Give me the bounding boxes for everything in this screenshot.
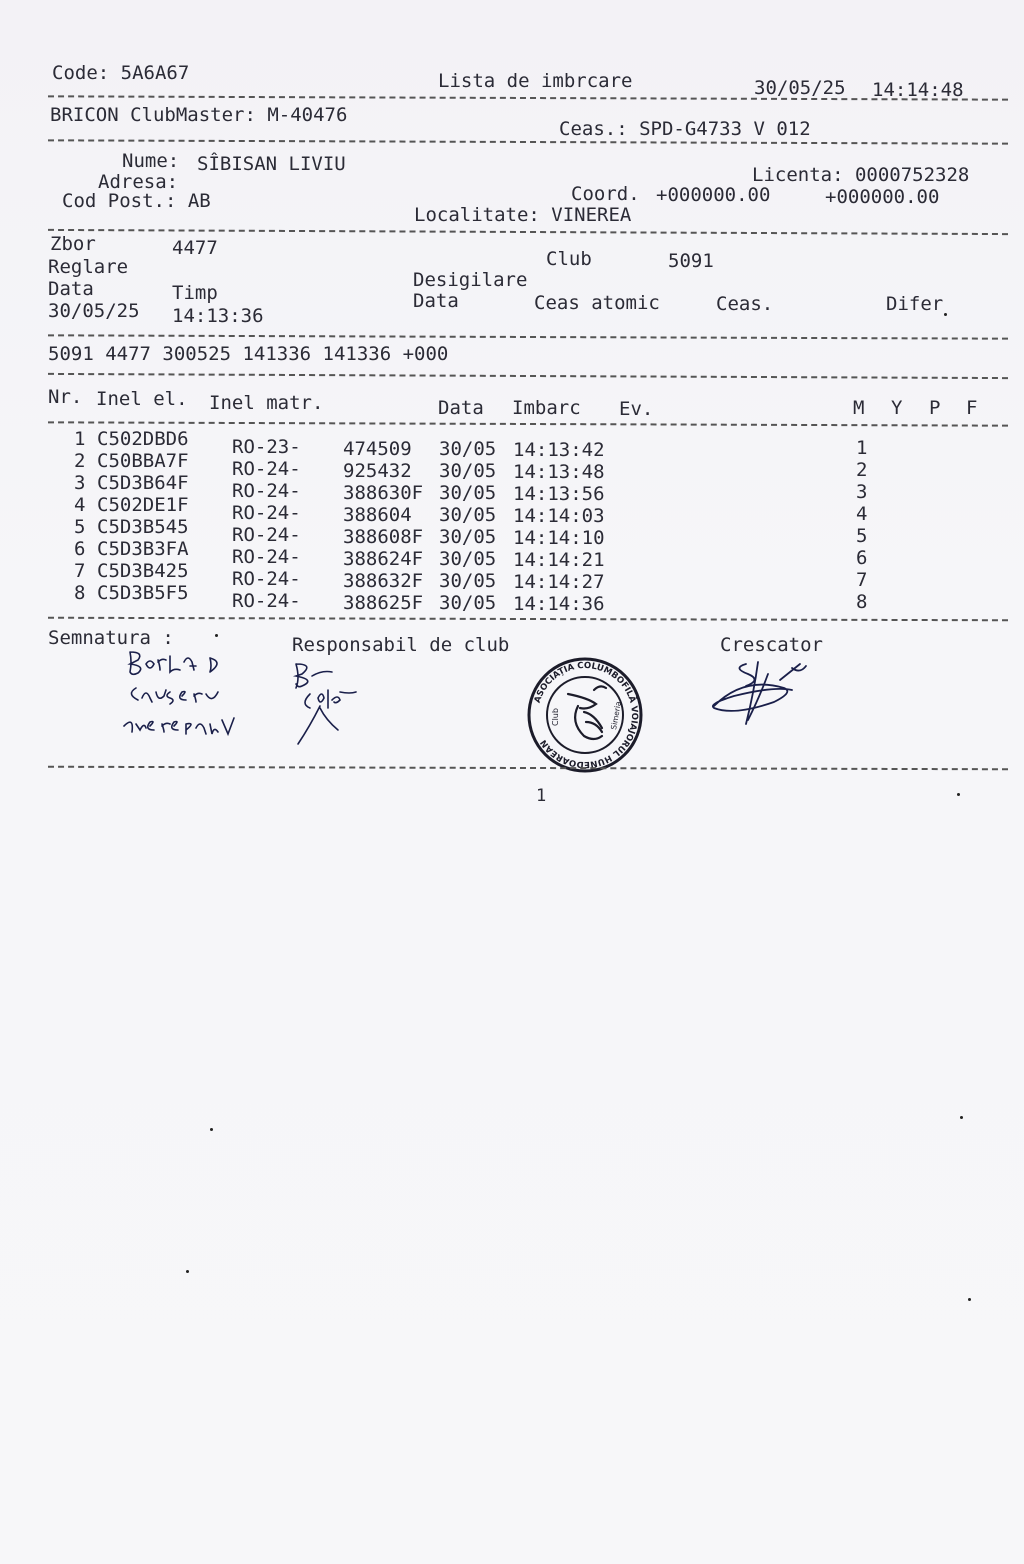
desigilare-data-label: Data bbox=[413, 290, 459, 312]
speck bbox=[957, 793, 960, 796]
col-imbarc: Imbarc bbox=[512, 397, 581, 419]
svg-text:Club: Club bbox=[551, 708, 560, 726]
coord-label: Coord. bbox=[571, 183, 640, 205]
breeder-signature bbox=[706, 658, 816, 738]
signature-label: Semnatura : bbox=[48, 627, 174, 649]
col-data: Data bbox=[438, 397, 484, 419]
speck bbox=[186, 1270, 189, 1273]
col-f: F bbox=[966, 397, 978, 419]
table-row: 5 C5D3B545 RO-24- 388608F 30/05 14:14:10 5 bbox=[74, 516, 868, 549]
club-label: Club bbox=[546, 248, 592, 270]
table-row: 4 C502DE1F RO-24- 388604 30/05 14:14:03 4 bbox=[74, 494, 868, 527]
col-m: M bbox=[853, 397, 865, 419]
owner-name: SÎBISAN LIVIU bbox=[197, 153, 346, 175]
coord-x: +000000.00 bbox=[656, 184, 771, 206]
table-row: 1 C502DBD6 RO-23- 474509 30/05 14:13:42 1 bbox=[74, 428, 868, 461]
col-nr: Nr. bbox=[48, 386, 83, 408]
table-row: 6 C5D3B3FA RO-24- 388624F 30/05 14:14:21 6 bbox=[74, 538, 868, 571]
license-number: Licenta: 0000752328 bbox=[752, 164, 970, 186]
reglare-date: 30/05/25 bbox=[48, 300, 140, 322]
col-inel-el: Inel el. bbox=[96, 388, 188, 410]
table-row: 7 C5D3B425 RO-24- 388632F 30/05 14:14:27 7 bbox=[74, 560, 868, 593]
clubmaster-id: BRICON ClubMaster: M-40476 bbox=[50, 104, 348, 126]
page-number: 1 bbox=[536, 786, 547, 806]
col-inel-matr: Inel matr. bbox=[209, 392, 324, 414]
col-ev: Ev. bbox=[619, 398, 654, 420]
difference-label: Difer bbox=[886, 293, 944, 315]
table-row: 2 C50BBA7F RO-24- 925432 30/05 14:13:48 2 bbox=[74, 450, 868, 483]
coord-y: +000000.00 bbox=[825, 186, 940, 208]
col-y: Y bbox=[891, 397, 903, 419]
table-row: 3 C5D3B64F RO-24- 388630F 30/05 14:13:56 3 bbox=[74, 472, 868, 505]
speck bbox=[960, 1116, 963, 1119]
print-date: 30/05/25 bbox=[754, 77, 846, 99]
summary-line: 5091 4477 300525 141336 141336 +000 bbox=[48, 343, 449, 365]
locality: Localitate: VINEREA bbox=[414, 204, 632, 226]
svg-text:ASOCIAȚIA COLUMBOFILĂ VOIAJORU: ASOCIAȚIA COLUMBOFILĂ VOIAJORUL HUNEDOAREAN bbox=[532, 660, 640, 770]
table-row: 8 C5D3B5F5 RO-24- 388625F 30/05 14:14:36 8 bbox=[74, 582, 868, 615]
time-label: Timp bbox=[172, 282, 218, 304]
data-label: Data bbox=[48, 278, 94, 300]
clock-label: Ceas. bbox=[716, 293, 774, 315]
club-responsible-label: Responsabil de club bbox=[292, 634, 510, 656]
reglare-time: 14:13:36 bbox=[172, 305, 264, 327]
name-label: Nume: bbox=[122, 150, 180, 172]
document-title: Lista de imbrcare bbox=[438, 70, 633, 92]
svg-text:Simeria: Simeria bbox=[609, 700, 623, 731]
speck bbox=[215, 634, 218, 637]
club-number: 5091 bbox=[668, 250, 714, 272]
reglare-label: Reglare bbox=[48, 256, 129, 278]
atomic-clock-label: Ceas atomic bbox=[534, 292, 660, 314]
club-responsible-signature bbox=[290, 654, 370, 750]
speck bbox=[968, 1298, 971, 1301]
breeder-label: Crescator bbox=[720, 634, 823, 656]
flight-number: 4477 bbox=[172, 237, 218, 259]
speck bbox=[210, 1128, 213, 1131]
desigilare-label: Desigilare bbox=[413, 269, 528, 291]
club-stamp bbox=[524, 654, 646, 776]
flight-label: Zbor bbox=[50, 233, 96, 255]
document-code: Code: 5A6A67 bbox=[52, 62, 190, 84]
speck bbox=[944, 313, 947, 316]
print-time: 14:14:48 bbox=[872, 79, 964, 101]
clock-id: Ceas.: SPD-G4733 V 012 bbox=[559, 118, 811, 140]
postal-code: Cod Post.: AB bbox=[62, 190, 211, 212]
address-label: Adresa: bbox=[98, 171, 179, 193]
handwritten-names bbox=[110, 640, 270, 750]
col-p: P bbox=[929, 397, 941, 419]
